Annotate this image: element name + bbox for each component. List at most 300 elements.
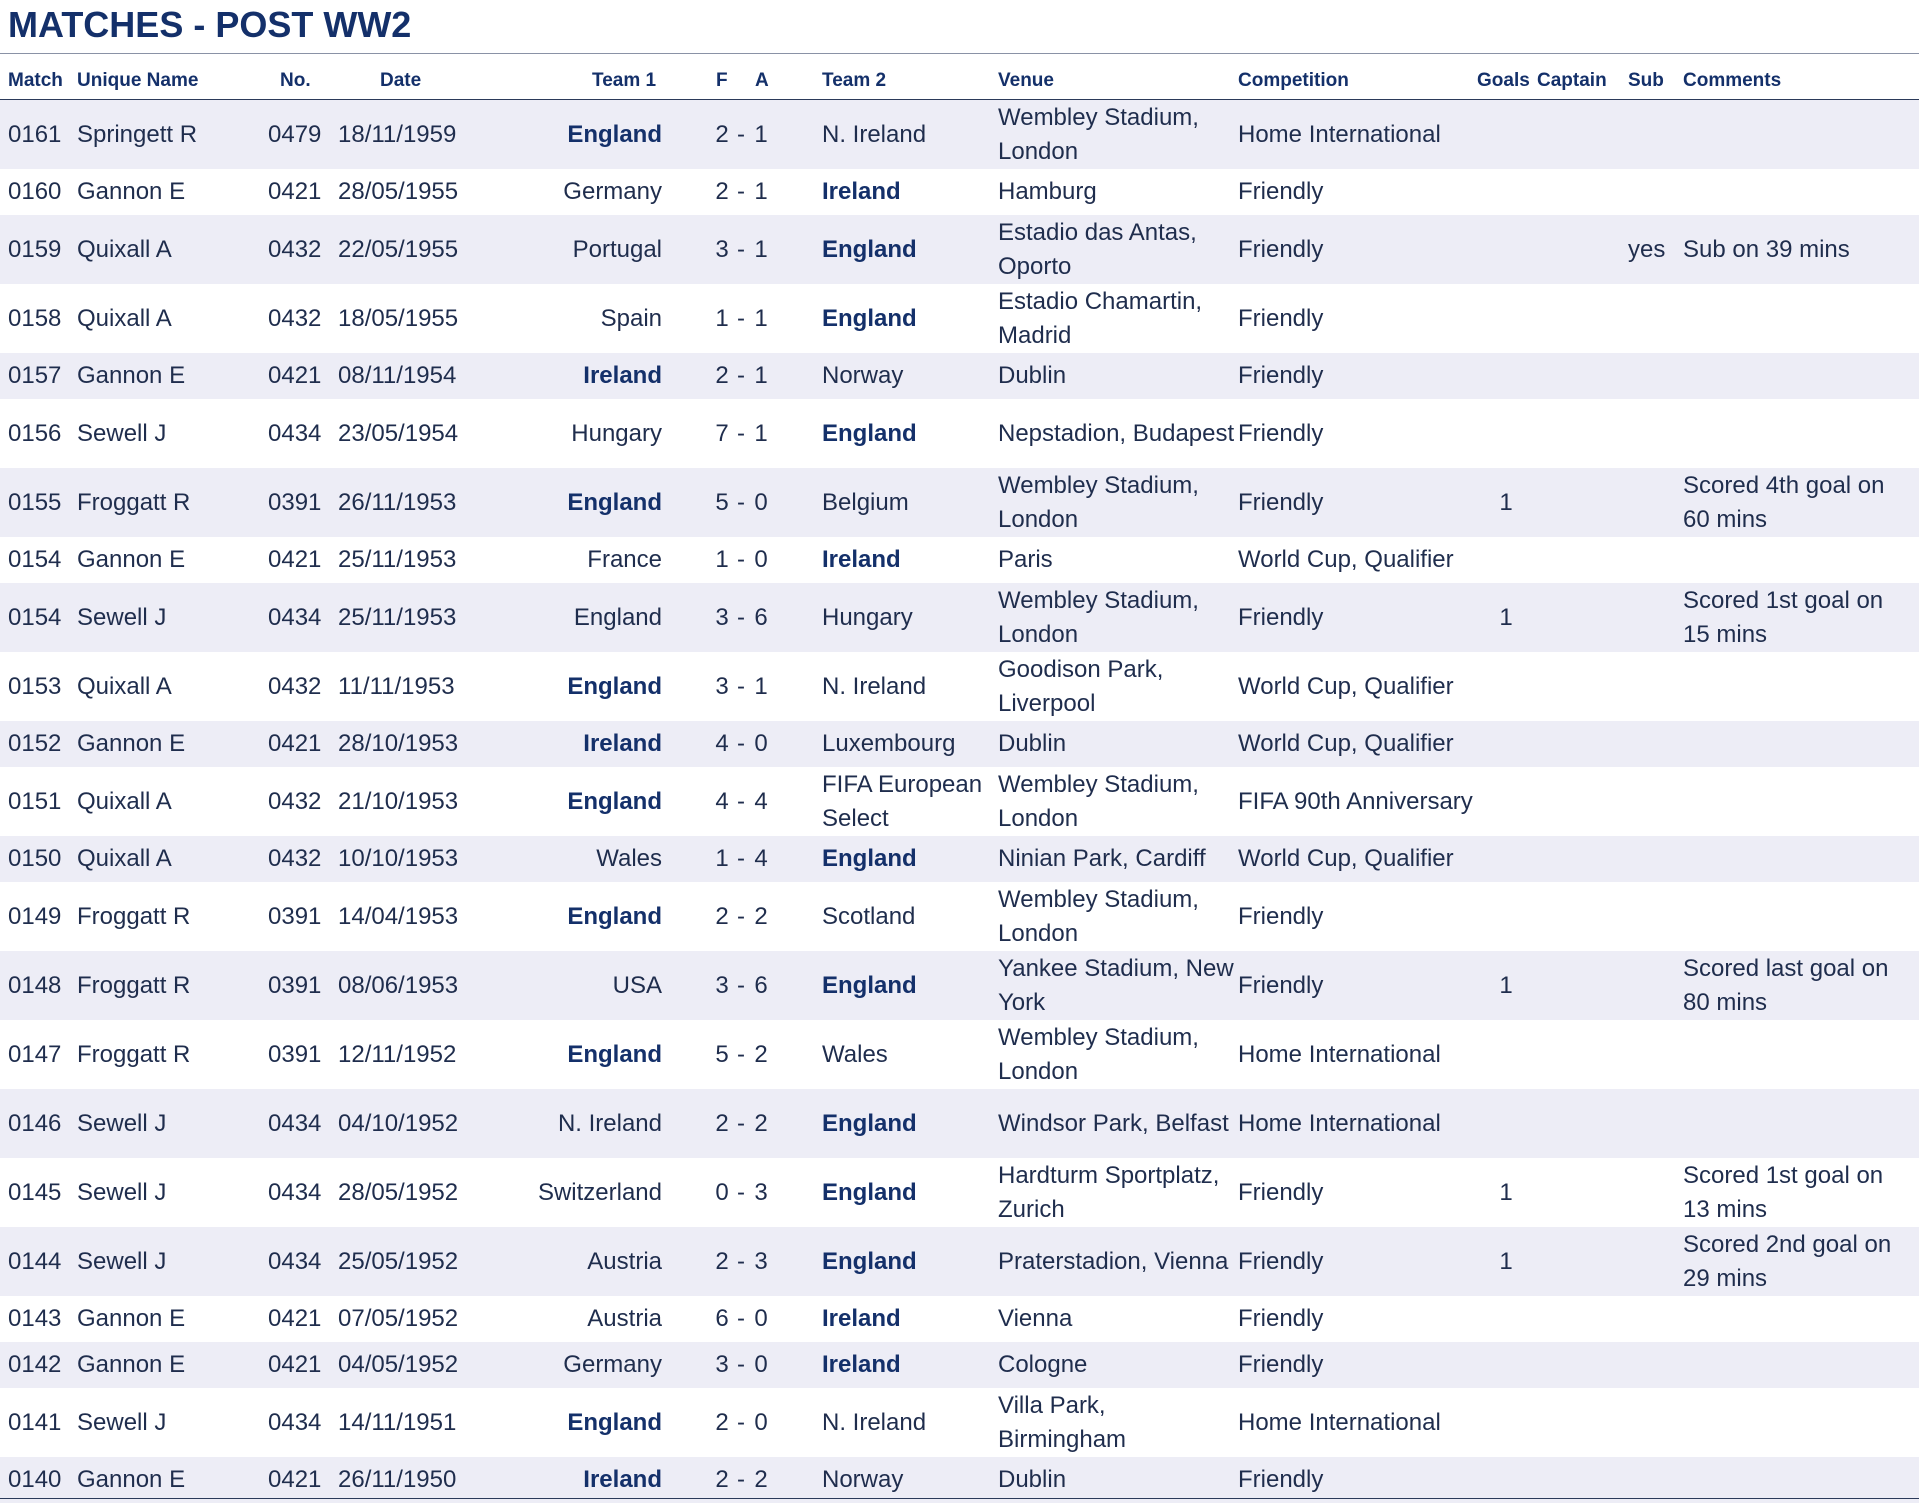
team2-cell: Luxembourg xyxy=(822,730,956,757)
no-cell: 0432 xyxy=(268,235,322,263)
unique-name-cell: Gannon E xyxy=(77,1305,186,1332)
competition-cell: Friendly xyxy=(1238,235,1324,263)
against-cell: 1 xyxy=(754,419,768,447)
table-row xyxy=(0,537,1919,583)
for-cell: 5 xyxy=(715,488,729,516)
against-cell: 6 xyxy=(754,971,768,999)
match-cell: 0147 xyxy=(8,1040,62,1068)
venue-cell: Yankee Stadium, New York xyxy=(998,954,1234,1016)
goals-cell: 1 xyxy=(1499,971,1513,999)
team1-cell: England xyxy=(567,120,662,148)
match-cell: 0161 xyxy=(8,120,62,148)
for-cell: 2 xyxy=(715,362,729,389)
table-row xyxy=(0,215,1919,284)
match-cell: 0157 xyxy=(8,362,62,389)
no-cell: 0391 xyxy=(268,971,322,999)
table-row xyxy=(0,836,1919,882)
unique-name-cell: Quixall A xyxy=(77,845,172,872)
team1-cell: England xyxy=(567,672,662,700)
match-cell: 0154 xyxy=(8,546,62,573)
team2-cell: Ireland xyxy=(822,1305,901,1332)
goals-cell: 1 xyxy=(1499,488,1513,516)
team1-cell: Germany xyxy=(563,1351,662,1378)
competition-cell: World Cup, Qualifier xyxy=(1238,546,1454,573)
score-separator: - xyxy=(737,488,745,516)
table-row xyxy=(0,1342,1919,1388)
no-cell: 0434 xyxy=(268,1178,322,1206)
score-separator: - xyxy=(737,971,745,999)
no-cell: 0421 xyxy=(268,546,322,573)
unique-name-cell: Springett R xyxy=(77,120,198,148)
table-header xyxy=(0,70,1919,100)
match-cell: 0140 xyxy=(8,1466,62,1493)
for-cell: 3 xyxy=(715,1351,729,1378)
unique-name-cell: Quixall A xyxy=(77,304,172,332)
competition-cell: Friendly xyxy=(1238,603,1324,631)
team1-cell: Ireland xyxy=(583,362,662,389)
header-team1: Team 1 xyxy=(592,70,657,91)
date-cell: 14/11/1951 xyxy=(338,1408,457,1436)
match-cell: 0160 xyxy=(8,178,62,205)
date-cell: 04/05/1952 xyxy=(338,1351,459,1378)
unique-name-cell: Gannon E xyxy=(77,1351,186,1378)
no-cell: 0434 xyxy=(268,419,322,447)
date-cell: 18/05/1955 xyxy=(338,304,459,332)
for-cell: 2 xyxy=(715,1247,729,1275)
header-team2: Team 2 xyxy=(822,70,887,91)
team2-cell: England xyxy=(822,304,917,332)
competition-cell: Friendly xyxy=(1238,1305,1324,1332)
unique-name-cell: Froggatt R xyxy=(77,488,191,516)
score-separator: - xyxy=(737,1040,745,1068)
team1-cell: Ireland xyxy=(583,730,662,757)
match-cell: 0148 xyxy=(8,971,62,999)
goals-cell: 1 xyxy=(1499,603,1513,631)
venue-cell: Wembley Stadium, London xyxy=(998,103,1199,165)
team2-cell: England xyxy=(822,1178,917,1206)
sub-cell: yes xyxy=(1628,235,1666,263)
unique-name-cell: Sewell J xyxy=(77,1178,167,1206)
score-separator: - xyxy=(737,1247,745,1275)
unique-name-cell: Gannon E xyxy=(77,546,186,573)
page-title: MATCHES - POST WW2 xyxy=(8,4,412,45)
for-cell: 0 xyxy=(715,1178,729,1206)
no-cell: 0432 xyxy=(268,672,322,700)
against-cell: 0 xyxy=(754,1351,768,1378)
against-cell: 1 xyxy=(754,178,768,205)
match-cell: 0155 xyxy=(8,488,62,516)
date-cell: 23/05/1954 xyxy=(338,419,459,447)
header-date: Date xyxy=(380,70,422,91)
no-cell: 0432 xyxy=(268,845,322,872)
for-cell: 2 xyxy=(715,1109,729,1137)
table-row xyxy=(0,951,1919,1020)
for-cell: 2 xyxy=(715,1466,729,1493)
against-cell: 0 xyxy=(754,546,768,573)
team1-cell: England xyxy=(573,603,662,631)
competition-cell: Friendly xyxy=(1238,362,1324,389)
unique-name-cell: Sewell J xyxy=(77,1247,167,1275)
table-row xyxy=(0,100,1919,169)
date-cell: 28/10/1953 xyxy=(338,730,459,757)
score-separator: - xyxy=(737,730,745,757)
no-cell: 0421 xyxy=(268,178,322,205)
against-cell: 0 xyxy=(754,488,768,516)
unique-name-cell: Quixall A xyxy=(77,787,172,815)
venue-cell: Wembley Stadium, London xyxy=(998,885,1199,947)
date-cell: 14/04/1953 xyxy=(338,902,459,930)
team2-cell: Wales xyxy=(822,1040,888,1068)
score-separator: - xyxy=(737,362,745,389)
table-row xyxy=(0,284,1919,353)
against-cell: 2 xyxy=(754,1466,768,1493)
score-separator: - xyxy=(737,672,745,700)
match-cell: 0153 xyxy=(8,672,62,700)
unique-name-cell: Sewell J xyxy=(77,1408,167,1436)
no-cell: 0432 xyxy=(268,787,322,815)
score-separator: - xyxy=(737,419,745,447)
match-cell: 0149 xyxy=(8,902,62,930)
for-cell: 2 xyxy=(715,178,729,205)
venue-cell: Wembley Stadium, London xyxy=(998,586,1199,648)
competition-cell: Friendly xyxy=(1238,902,1324,930)
unique-name-cell: Gannon E xyxy=(77,362,186,389)
for-cell: 2 xyxy=(715,902,729,930)
score-separator: - xyxy=(737,120,745,148)
goals-cell: 1 xyxy=(1499,1178,1513,1206)
match-cell: 0158 xyxy=(8,304,62,332)
unique-name-cell: Gannon E xyxy=(77,1466,186,1493)
team2-cell: England xyxy=(822,845,917,872)
competition-cell: World Cup, Qualifier xyxy=(1238,845,1454,872)
team1-cell: N. Ireland xyxy=(557,1109,662,1137)
against-cell: 2 xyxy=(754,1109,768,1137)
for-cell: 1 xyxy=(715,304,729,332)
for-cell: 1 xyxy=(715,546,729,573)
header-goals: Goals xyxy=(1477,70,1530,91)
against-cell: 0 xyxy=(754,1305,768,1332)
match-cell: 0151 xyxy=(8,787,62,815)
no-cell: 0391 xyxy=(268,1040,322,1068)
venue-cell: Nepstadion, Budapest xyxy=(998,419,1235,447)
team1-cell: Switzerland xyxy=(537,1178,662,1206)
match-cell: 0142 xyxy=(8,1351,62,1378)
table-row xyxy=(0,1457,1919,1503)
table-row xyxy=(0,169,1919,215)
table-row xyxy=(0,353,1919,399)
team2-cell: England xyxy=(822,1109,917,1137)
goals-cell: 1 xyxy=(1499,1247,1513,1275)
against-cell: 1 xyxy=(754,235,768,263)
header-captain: Captain xyxy=(1537,70,1607,91)
table-row xyxy=(0,468,1919,537)
for-cell: 3 xyxy=(715,603,729,631)
against-cell: 6 xyxy=(754,603,768,631)
table-row xyxy=(0,1227,1919,1296)
date-cell: 28/05/1955 xyxy=(338,178,459,205)
team2-cell: England xyxy=(822,971,917,999)
score-separator: - xyxy=(737,1178,745,1206)
competition-cell: Friendly xyxy=(1238,971,1324,999)
for-cell: 4 xyxy=(715,787,729,815)
competition-cell: Home International xyxy=(1238,120,1441,148)
against-cell: 1 xyxy=(754,672,768,700)
team1-cell: Germany xyxy=(563,178,662,205)
match-cell: 0145 xyxy=(8,1178,62,1206)
against-cell: 1 xyxy=(754,362,768,389)
team1-cell: Portugal xyxy=(572,235,662,263)
team2-cell: Norway xyxy=(822,362,904,389)
score-separator: - xyxy=(737,178,745,205)
venue-cell: Ninian Park, Cardiff xyxy=(998,845,1206,872)
header-against: A xyxy=(755,70,769,91)
date-cell: 08/06/1953 xyxy=(338,971,459,999)
competition-cell: Friendly xyxy=(1238,1178,1324,1206)
no-cell: 0421 xyxy=(268,1351,322,1378)
unique-name-cell: Gannon E xyxy=(77,730,186,757)
date-cell: 10/10/1953 xyxy=(338,845,459,872)
comments-cell: Scored 1st goal on 15 mins xyxy=(1683,586,1884,648)
score-separator: - xyxy=(737,902,745,930)
competition-cell: Home International xyxy=(1238,1040,1441,1068)
against-cell: 1 xyxy=(754,304,768,332)
match-cell: 0143 xyxy=(8,1305,62,1332)
competition-cell: Friendly xyxy=(1238,178,1324,205)
comments-cell: Sub on 39 mins xyxy=(1683,235,1850,263)
for-cell: 1 xyxy=(715,845,729,872)
competition-cell: Friendly xyxy=(1238,488,1324,516)
unique-name-cell: Quixall A xyxy=(77,235,172,263)
table-row xyxy=(0,1388,1919,1457)
match-cell: 0144 xyxy=(8,1247,62,1275)
no-cell: 0391 xyxy=(268,488,322,516)
competition-cell: FIFA 90th Anniversary xyxy=(1238,787,1473,815)
team2-cell: N. Ireland xyxy=(822,672,927,700)
comments-cell: Scored last goal on 80 mins xyxy=(1683,954,1889,1016)
unique-name-cell: Froggatt R xyxy=(77,971,191,999)
table-row xyxy=(0,583,1919,652)
venue-cell: Vienna xyxy=(998,1305,1073,1332)
date-cell: 11/11/1953 xyxy=(338,672,455,700)
match-cell: 0146 xyxy=(8,1109,62,1137)
table-body xyxy=(0,100,1919,1503)
no-cell: 0421 xyxy=(268,362,322,389)
team1-cell: Austria xyxy=(587,1305,662,1332)
team2-cell: Belgium xyxy=(822,488,909,516)
venue-cell: Dublin xyxy=(998,730,1067,757)
against-cell: 0 xyxy=(754,1408,768,1436)
competition-cell: Friendly xyxy=(1238,304,1324,332)
no-cell: 0434 xyxy=(268,1109,322,1137)
team2-cell: Norway xyxy=(822,1466,904,1493)
score-separator: - xyxy=(737,787,745,815)
competition-cell: World Cup, Qualifier xyxy=(1238,730,1454,757)
against-cell: 4 xyxy=(754,845,768,872)
venue-cell: Estadio Chamartin, Madrid xyxy=(998,287,1203,349)
date-cell: 18/11/1959 xyxy=(338,120,457,148)
for-cell: 3 xyxy=(715,672,729,700)
date-cell: 25/11/1953 xyxy=(338,603,457,631)
against-cell: 3 xyxy=(754,1247,768,1275)
venue-cell: Cologne xyxy=(998,1351,1088,1378)
header-sub: Sub xyxy=(1628,70,1664,91)
team2-cell: Scotland xyxy=(822,902,916,930)
team1-cell: France xyxy=(587,546,662,573)
date-cell: 28/05/1952 xyxy=(338,1178,459,1206)
for-cell: 4 xyxy=(715,730,729,757)
team2-cell: Hungary xyxy=(822,603,913,631)
unique-name-cell: Froggatt R xyxy=(77,1040,191,1068)
venue-cell: Dublin xyxy=(998,1466,1067,1493)
date-cell: 08/11/1954 xyxy=(338,362,457,389)
for-cell: 7 xyxy=(715,419,729,447)
team2-cell: England xyxy=(822,419,917,447)
unique-name-cell: Sewell J xyxy=(77,419,167,447)
team2-cell: Ireland xyxy=(822,1351,901,1378)
venue-cell: Dublin xyxy=(998,362,1067,389)
date-cell: 22/05/1955 xyxy=(338,235,459,263)
no-cell: 0479 xyxy=(268,120,322,148)
match-cell: 0154 xyxy=(8,603,62,631)
table-row xyxy=(0,1296,1919,1342)
venue-cell: Wembley Stadium, London xyxy=(998,1023,1199,1085)
team1-cell: England xyxy=(567,787,662,815)
against-cell: 3 xyxy=(754,1178,768,1206)
score-separator: - xyxy=(737,1408,745,1436)
no-cell: 0432 xyxy=(268,304,322,332)
team1-cell: Austria xyxy=(587,1247,662,1275)
against-cell: 4 xyxy=(754,787,768,815)
competition-cell: Friendly xyxy=(1238,1247,1324,1275)
score-separator: - xyxy=(737,845,745,872)
header-venue: Venue xyxy=(998,70,1054,91)
date-cell: 21/10/1953 xyxy=(338,787,459,815)
comments-cell: Scored 1st goal on 13 mins xyxy=(1683,1161,1884,1223)
table-row xyxy=(0,1158,1919,1227)
no-cell: 0434 xyxy=(268,1408,322,1436)
against-cell: 1 xyxy=(754,120,768,148)
team2-cell: Ireland xyxy=(822,178,901,205)
score-separator: - xyxy=(737,1351,745,1378)
score-separator: - xyxy=(737,1305,745,1332)
header-for: F xyxy=(716,70,728,91)
table-row xyxy=(0,652,1919,721)
competition-cell: World Cup, Qualifier xyxy=(1238,672,1454,700)
team2-cell: England xyxy=(822,1247,917,1275)
team1-cell: Ireland xyxy=(583,1466,662,1493)
team2-cell: FIFA European Select xyxy=(822,770,983,832)
team1-cell: USA xyxy=(612,971,662,999)
competition-cell: Friendly xyxy=(1238,1351,1324,1378)
header-competition: Competition xyxy=(1238,70,1349,91)
table-bottom-rule xyxy=(0,1498,1919,1499)
table-row xyxy=(0,721,1919,767)
for-cell: 6 xyxy=(715,1305,729,1332)
team2-cell: N. Ireland xyxy=(822,120,927,148)
competition-cell: Friendly xyxy=(1238,419,1324,447)
for-cell: 2 xyxy=(715,120,729,148)
venue-cell: Estadio das Antas, Oporto xyxy=(998,218,1197,280)
against-cell: 2 xyxy=(754,902,768,930)
venue-cell: Wembley Stadium, London xyxy=(998,770,1199,832)
comments-cell: Scored 4th goal on 60 mins xyxy=(1683,471,1885,533)
against-cell: 2 xyxy=(754,1040,768,1068)
team1-cell: England xyxy=(567,488,662,516)
header-no: No. xyxy=(280,70,311,91)
date-cell: 26/11/1950 xyxy=(338,1466,457,1493)
unique-name-cell: Quixall A xyxy=(77,672,172,700)
team1-cell: England xyxy=(567,902,662,930)
score-separator: - xyxy=(737,304,745,332)
for-cell: 3 xyxy=(715,971,729,999)
venue-cell: Paris xyxy=(998,546,1053,573)
venue-cell: Hardturm Sportplatz, Zurich xyxy=(998,1161,1220,1223)
competition-cell: Friendly xyxy=(1238,1466,1324,1493)
table-row xyxy=(0,1020,1919,1089)
match-cell: 0152 xyxy=(8,730,62,757)
comments-cell: Scored 2nd goal on 29 mins xyxy=(1683,1230,1892,1292)
match-cell: 0150 xyxy=(8,845,62,872)
unique-name-cell: Sewell J xyxy=(77,603,167,631)
table-row xyxy=(0,399,1919,468)
unique-name-cell: Froggatt R xyxy=(77,902,191,930)
no-cell: 0421 xyxy=(268,1466,322,1493)
score-separator: - xyxy=(737,546,745,573)
team1-cell: Hungary xyxy=(571,419,662,447)
score-separator: - xyxy=(737,1109,745,1137)
team2-cell: Ireland xyxy=(822,546,901,573)
team1-cell: England xyxy=(567,1040,662,1068)
no-cell: 0434 xyxy=(268,603,322,631)
date-cell: 04/10/1952 xyxy=(338,1109,459,1137)
no-cell: 0421 xyxy=(268,730,322,757)
unique-name-cell: Gannon E xyxy=(77,178,186,205)
for-cell: 3 xyxy=(715,235,729,263)
competition-cell: Home International xyxy=(1238,1408,1441,1436)
for-cell: 2 xyxy=(715,1408,729,1436)
match-cell: 0159 xyxy=(8,235,62,263)
table-row xyxy=(0,767,1919,836)
venue-cell: Villa Park, Birmingham xyxy=(998,1391,1127,1453)
no-cell: 0434 xyxy=(268,1247,322,1275)
date-cell: 25/11/1953 xyxy=(338,546,457,573)
no-cell: 0421 xyxy=(268,1305,322,1332)
score-separator: - xyxy=(737,603,745,631)
competition-cell: Home International xyxy=(1238,1109,1441,1137)
team1-cell: Wales xyxy=(596,845,662,872)
team2-cell: N. Ireland xyxy=(822,1408,927,1436)
for-cell: 5 xyxy=(715,1040,729,1068)
unique-name-cell: Sewell J xyxy=(77,1109,167,1137)
team1-cell: England xyxy=(567,1408,662,1436)
date-cell: 12/11/1952 xyxy=(338,1040,457,1068)
score-separator: - xyxy=(737,235,745,263)
score-separator: - xyxy=(737,1466,745,1493)
title-divider xyxy=(0,53,1919,54)
table-row xyxy=(0,1089,1919,1158)
header-comments: Comments xyxy=(1683,70,1782,91)
against-cell: 0 xyxy=(754,730,768,757)
no-cell: 0391 xyxy=(268,902,322,930)
venue-cell: Wembley Stadium, London xyxy=(998,471,1199,533)
match-cell: 0141 xyxy=(8,1408,62,1436)
date-cell: 07/05/1952 xyxy=(338,1305,459,1332)
venue-cell: Praterstadion, Vienna xyxy=(998,1247,1229,1275)
venue-cell: Windsor Park, Belfast xyxy=(998,1109,1229,1137)
date-cell: 26/11/1953 xyxy=(338,488,457,516)
venue-cell: Hamburg xyxy=(998,178,1097,205)
table-row xyxy=(0,882,1919,951)
